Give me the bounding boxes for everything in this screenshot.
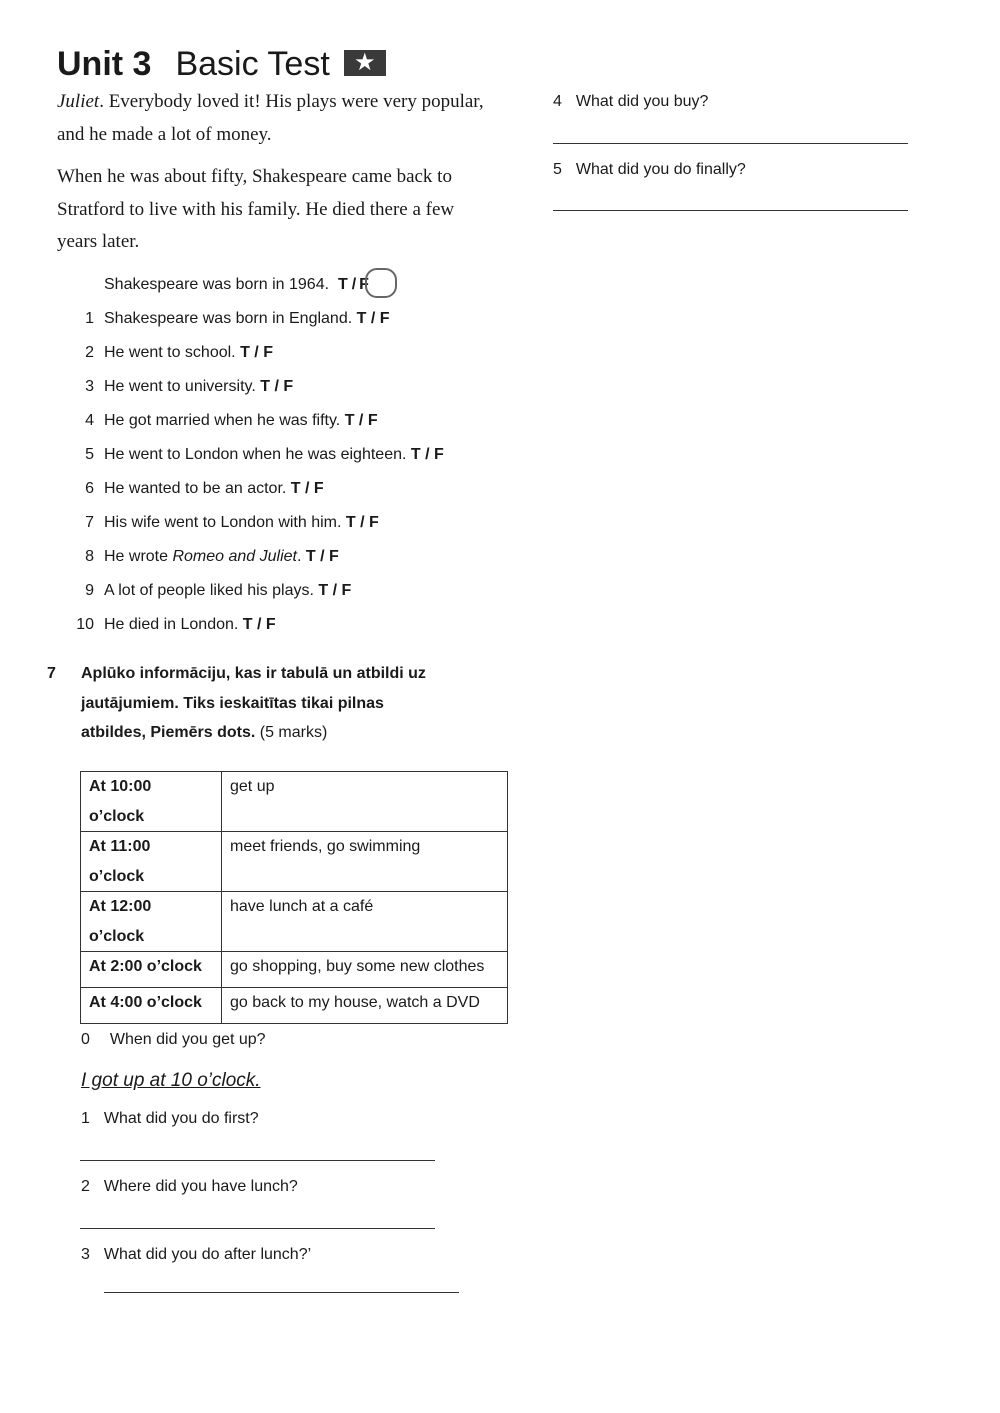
tf-choice[interactable]: T / F <box>318 582 352 599</box>
exercise-number: 7 <box>47 665 56 682</box>
tf-choice[interactable]: T / F <box>260 378 294 395</box>
tf-example-f: F <box>359 276 369 293</box>
tf-choice[interactable]: T / F <box>356 310 390 327</box>
answer-line[interactable] <box>80 1228 435 1229</box>
table-row: At 10:00 o’clock get up <box>81 772 508 832</box>
question-item: 5 What did you do finally? <box>553 161 746 178</box>
answer-circle-mark <box>365 268 397 298</box>
reading-italic-title: Juliet <box>57 91 100 112</box>
answer-line[interactable] <box>104 1292 459 1293</box>
answer-line[interactable] <box>80 1160 435 1161</box>
page-title <box>57 44 386 84</box>
tf-choice[interactable]: T / F <box>305 548 339 565</box>
schedule-table <box>80 771 508 1024</box>
marks-label: (5 marks) <box>259 724 328 741</box>
star-icon: ★ <box>344 50 386 76</box>
tf-choice[interactable]: T / F <box>240 344 273 361</box>
table-row: At 4:00 o’clock go back to my house, watch a DVD <box>81 988 508 1024</box>
question-item: 3 What did you do after lunch?’ <box>81 1246 312 1263</box>
exercise-instructions: Aplūko informāciju, kas ir tabulā un atbildi uz jautājumiem. Tiks ieskaitītas tikai pilnas atbildes, Piemērs dots. (5 marks) <box>81 665 426 741</box>
table-row: At 12:00 o’clock have lunch at a café <box>81 892 508 952</box>
reading-paragraph-2: When he was about fifty, Shakespeare came back to Stratford to live with his family. He died there a few years later. <box>57 166 455 252</box>
tf-example-sep: / <box>351 276 357 293</box>
test-title: Basic Test <box>175 45 330 83</box>
tf-example-t: T <box>337 276 348 293</box>
table-row: At 11:00 o’clock meet friends, go swimming <box>81 832 508 892</box>
tf-choice[interactable]: T / F <box>242 616 276 633</box>
tf-choice[interactable]: T / F <box>344 412 378 429</box>
question-item: 4 What did you buy? <box>553 93 709 110</box>
question-item: 1 What did you do first? <box>81 1110 259 1127</box>
tf-example <box>72 275 492 295</box>
reading-paragraph-1 <box>57 86 497 151</box>
tf-example-text: Shakespeare was born in 1964. <box>104 276 330 293</box>
tf-choice[interactable]: T / F <box>410 446 444 463</box>
tf-choice[interactable]: T / F <box>345 514 379 531</box>
answer-line[interactable] <box>553 210 908 211</box>
question-item: 2 Where did you have lunch? <box>81 1178 298 1195</box>
answer-line[interactable] <box>553 143 908 144</box>
example-answer: I got up at 10 o’clock. <box>81 1070 261 1091</box>
table-row: At 2:00 o’clock go shopping, buy some new clothes <box>81 952 508 988</box>
example-question: 0 When did you get up? <box>81 1031 266 1048</box>
tf-choice[interactable]: T / F <box>290 480 324 497</box>
unit-label: Unit 3 <box>57 45 152 83</box>
reading-text: . Everybody loved it! His plays were very popular, and he made a lot of money. <box>57 91 484 145</box>
